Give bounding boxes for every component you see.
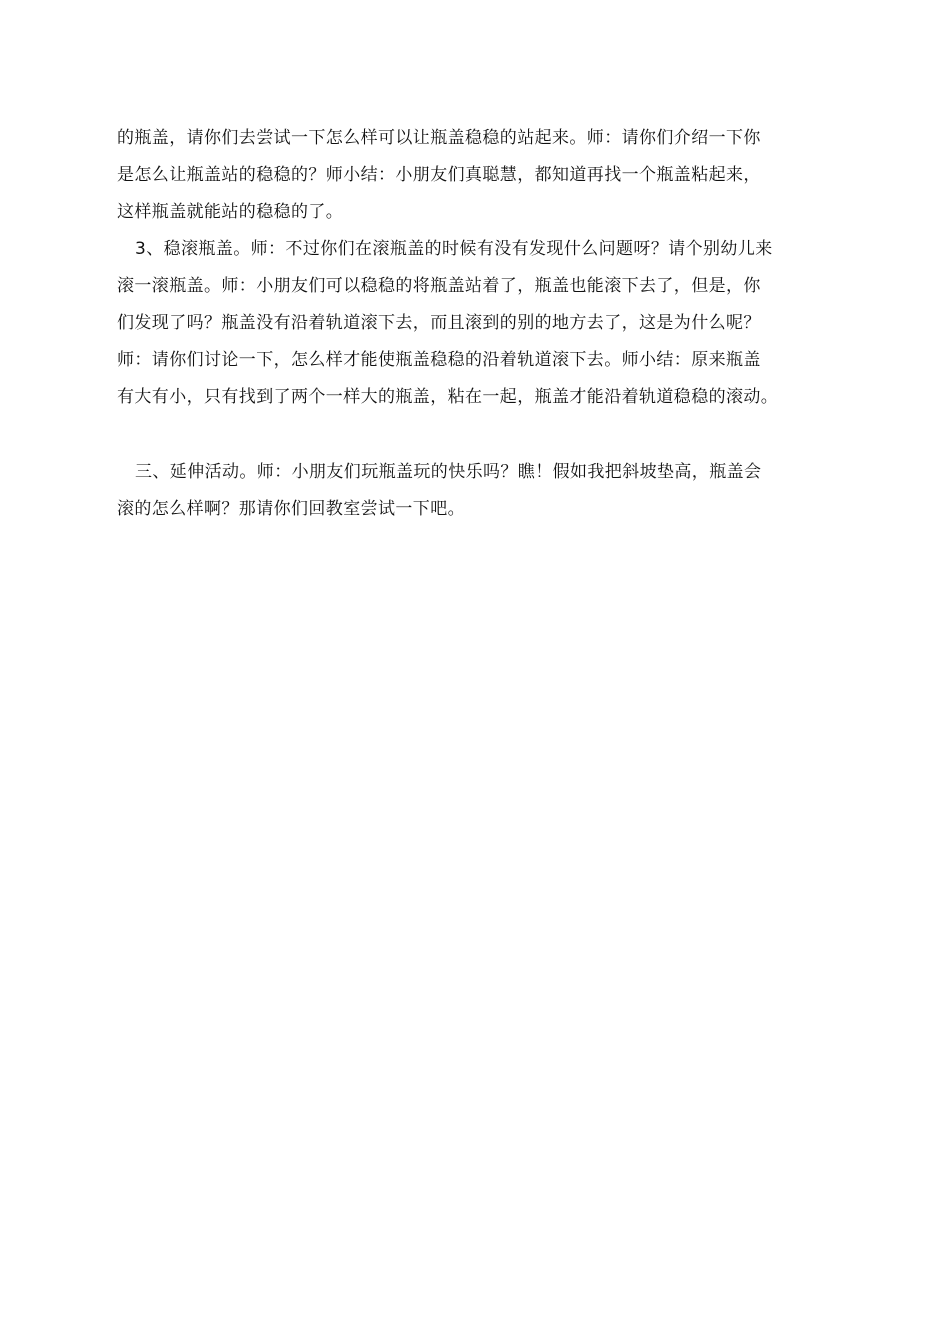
paragraph-extension-activity <box>117 454 843 528</box>
text-line: 滚一滚瓶盖。师：小朋友们可以稳稳的将瓶盖站着了，瓶盖也能滚下去了，但是，你 <box>117 276 761 296</box>
text-line: 是怎么让瓶盖站的稳稳的？师小结：小朋友们真聪慧，都知道再找一个瓶盖粘起来， <box>117 165 761 185</box>
text-line: 有大有小，只有找到了两个一样大的瓶盖，粘在一起，瓶盖才能沿着轨道稳稳的滚动。 <box>117 387 779 407</box>
text-line: 三、延伸活动。师：小朋友们玩瓶盖玩的快乐吗？瞧！假如我把斜坡垫高，瓶盖会 <box>135 462 762 482</box>
text-line: 的瓶盖，请你们去尝试一下怎么样可以让瓶盖稳稳的站起来。师：请你们介绍一下你 <box>117 128 761 148</box>
text-line: 滚的怎么样啊？那请你们回教室尝试一下吧。 <box>117 499 465 519</box>
paragraph-stable-rolling <box>117 231 843 416</box>
paragraph-bottle-cap-standing <box>117 120 843 231</box>
text-line: 这样瓶盖就能站的稳稳的了。 <box>117 202 344 222</box>
text-line: 师：请你们讨论一下，怎么样才能使瓶盖稳稳的沿着轨道滚下去。师小结：原来瓶盖 <box>117 350 761 370</box>
text-line: 3、稳滚瓶盖。师：不过你们在滚瓶盖的时候有没有发现什么问题呀？请个别幼儿来 <box>135 239 773 259</box>
text-line: 们发现了吗？瓶盖没有沿着轨道滚下去，而且滚到的别的地方去了，这是为什么呢？ <box>117 313 761 333</box>
